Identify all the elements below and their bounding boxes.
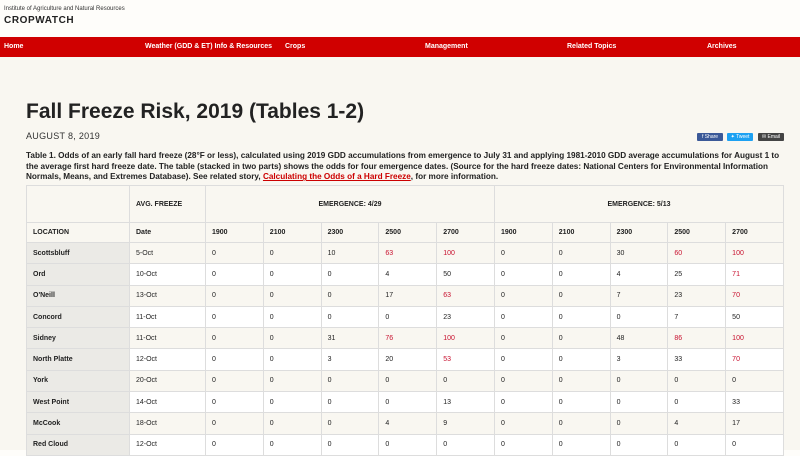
location-cell: Red Cloud xyxy=(27,434,130,455)
table-row xyxy=(27,243,784,264)
odds-cell: 0 xyxy=(263,434,321,455)
odds-cell: 0 xyxy=(610,392,668,413)
odds-cell: 63 xyxy=(379,243,437,264)
odds-cell: 4 xyxy=(379,264,437,285)
freeze-date-cell: 12-Oct xyxy=(130,349,206,370)
odds-cell: 0 xyxy=(263,285,321,306)
article-date: AUGUST 8, 2019 xyxy=(26,131,100,141)
nav-weather[interactable]: Weather (GDD & ET) Info & Resources xyxy=(145,43,272,50)
odds-cell: 0 xyxy=(263,413,321,434)
odds-cell: 76 xyxy=(379,328,437,349)
odds-cell: 0 xyxy=(206,392,264,413)
freeze-date-cell: 14-Oct xyxy=(130,392,206,413)
gdd-header: 2100 xyxy=(263,223,321,243)
site-logo[interactable]: CROPWATCH xyxy=(4,15,796,26)
odds-cell: 0 xyxy=(206,243,264,264)
odds-cell: 0 xyxy=(379,392,437,413)
odds-cell: 0 xyxy=(321,434,379,455)
table-column-header xyxy=(27,223,784,243)
odds-cell: 0 xyxy=(206,349,264,370)
header-blank-cell xyxy=(27,186,130,223)
odds-cell: 0 xyxy=(321,306,379,327)
freeze-odds-table xyxy=(26,185,784,456)
odds-cell: 23 xyxy=(668,285,726,306)
odds-cell: 0 xyxy=(379,306,437,327)
location-cell: York xyxy=(27,370,130,391)
emergence-5-13-header: EMERGENCE: 5/13 xyxy=(494,186,783,223)
odds-cell: 0 xyxy=(206,306,264,327)
odds-cell: 60 xyxy=(668,243,726,264)
gdd-header: 1900 xyxy=(206,223,264,243)
odds-cell: 17 xyxy=(726,413,784,434)
odds-cell: 0 xyxy=(552,285,610,306)
odds-cell: 63 xyxy=(437,285,495,306)
table-row xyxy=(27,285,784,306)
odds-cell: 48 xyxy=(610,328,668,349)
odds-cell: 0 xyxy=(494,349,552,370)
odds-cell: 0 xyxy=(206,434,264,455)
table-row xyxy=(27,328,784,349)
institute-name: Institute of Agriculture and Natural Resources xyxy=(4,6,796,12)
odds-cell: 0 xyxy=(263,306,321,327)
odds-cell: 100 xyxy=(726,243,784,264)
odds-cell: 4 xyxy=(668,413,726,434)
freeze-date-cell: 10-Oct xyxy=(130,264,206,285)
odds-cell: 0 xyxy=(321,370,379,391)
gdd-header: 2300 xyxy=(610,223,668,243)
table-row xyxy=(27,370,784,391)
odds-cell: 0 xyxy=(726,434,784,455)
odds-cell: 0 xyxy=(263,328,321,349)
odds-cell: 0 xyxy=(263,392,321,413)
gdd-header: 2100 xyxy=(552,223,610,243)
odds-cell: 0 xyxy=(552,243,610,264)
odds-cell: 33 xyxy=(668,349,726,370)
freeze-date-cell: 11-Oct xyxy=(130,328,206,349)
odds-cell: 23 xyxy=(437,306,495,327)
odds-cell: 7 xyxy=(668,306,726,327)
odds-cell: 70 xyxy=(726,349,784,370)
odds-cell: 0 xyxy=(610,370,668,391)
twitter-share-button[interactable]: ✦ Tweet xyxy=(727,133,753,141)
page-title: Fall Freeze Risk, 2019 (Tables 1-2) xyxy=(26,100,364,124)
email-share-button[interactable]: ✉ Email xyxy=(758,133,784,141)
table-row xyxy=(27,392,784,413)
emergence-4-29-header: EMERGENCE: 4/29 xyxy=(206,186,495,223)
odds-cell: 0 xyxy=(610,413,668,434)
location-cell: Concord xyxy=(27,306,130,327)
odds-cell: 0 xyxy=(552,306,610,327)
gdd-header: 2500 xyxy=(379,223,437,243)
nav-archives[interactable]: Archives xyxy=(707,43,737,50)
odds-cell: 0 xyxy=(437,434,495,455)
odds-cell: 0 xyxy=(263,370,321,391)
odds-cell: 0 xyxy=(321,264,379,285)
main-navigation xyxy=(0,37,800,57)
odds-cell: 0 xyxy=(494,392,552,413)
nav-home[interactable]: Home xyxy=(4,43,23,50)
table-group-header xyxy=(27,186,784,223)
gdd-header: 2500 xyxy=(668,223,726,243)
odds-cell: 0 xyxy=(206,285,264,306)
odds-cell: 30 xyxy=(610,243,668,264)
odds-cell: 100 xyxy=(437,328,495,349)
odds-cell: 0 xyxy=(321,413,379,434)
gdd-header: 1900 xyxy=(494,223,552,243)
odds-cell: 70 xyxy=(726,285,784,306)
odds-cell: 0 xyxy=(321,285,379,306)
odds-cell: 0 xyxy=(206,413,264,434)
location-cell: North Platte xyxy=(27,349,130,370)
nav-crops[interactable]: Crops xyxy=(285,43,305,50)
odds-cell: 3 xyxy=(321,349,379,370)
table-row xyxy=(27,264,784,285)
odds-cell: 0 xyxy=(668,370,726,391)
odds-cell: 100 xyxy=(437,243,495,264)
freeze-date-cell: 13-Oct xyxy=(130,285,206,306)
odds-cell: 33 xyxy=(726,392,784,413)
odds-cell: 0 xyxy=(494,285,552,306)
odds-cell: 53 xyxy=(437,349,495,370)
odds-cell: 0 xyxy=(206,370,264,391)
odds-cell: 50 xyxy=(437,264,495,285)
freeze-date-cell: 5-Oct xyxy=(130,243,206,264)
freeze-date-cell: 18-Oct xyxy=(130,413,206,434)
odds-cell: 0 xyxy=(494,243,552,264)
odds-cell: 0 xyxy=(321,392,379,413)
odds-cell: 0 xyxy=(379,434,437,455)
odds-cell: 31 xyxy=(321,328,379,349)
gdd-header: 2700 xyxy=(726,223,784,243)
odds-cell: 0 xyxy=(552,328,610,349)
odds-cell: 20 xyxy=(379,349,437,370)
odds-cell: 86 xyxy=(668,328,726,349)
freeze-date-cell: 11-Oct xyxy=(130,306,206,327)
location-cell: West Point xyxy=(27,392,130,413)
table-row xyxy=(27,349,784,370)
facebook-share-button[interactable]: f Share xyxy=(697,133,723,141)
odds-cell: 0 xyxy=(726,370,784,391)
odds-cell: 0 xyxy=(552,413,610,434)
odds-cell: 0 xyxy=(494,370,552,391)
odds-cell: 0 xyxy=(494,328,552,349)
odds-cell: 0 xyxy=(263,243,321,264)
odds-cell: 10 xyxy=(321,243,379,264)
freeze-date-cell: 20-Oct xyxy=(130,370,206,391)
odds-cell: 0 xyxy=(494,434,552,455)
article xyxy=(0,57,800,450)
odds-cell: 0 xyxy=(494,264,552,285)
location-header: LOCATION xyxy=(27,223,130,243)
gdd-header: 2700 xyxy=(437,223,495,243)
odds-cell: 100 xyxy=(726,328,784,349)
odds-cell: 0 xyxy=(206,264,264,285)
related-story-link[interactable]: Calculating the Odds of a Hard Freeze xyxy=(263,172,411,181)
caption-text-end: , for more information. xyxy=(411,172,498,181)
table-row xyxy=(27,306,784,327)
odds-cell: 71 xyxy=(726,264,784,285)
location-cell: Scottsbluff xyxy=(27,243,130,264)
odds-cell: 4 xyxy=(610,264,668,285)
odds-cell: 0 xyxy=(206,328,264,349)
odds-cell: 25 xyxy=(668,264,726,285)
odds-cell: 0 xyxy=(263,264,321,285)
odds-cell: 0 xyxy=(668,434,726,455)
odds-cell: 3 xyxy=(610,349,668,370)
odds-cell: 0 xyxy=(668,392,726,413)
odds-cell: 0 xyxy=(610,306,668,327)
odds-cell: 0 xyxy=(552,264,610,285)
location-cell: Sidney xyxy=(27,328,130,349)
odds-cell: 0 xyxy=(552,392,610,413)
odds-cell: 0 xyxy=(552,434,610,455)
odds-cell: 50 xyxy=(726,306,784,327)
odds-cell: 0 xyxy=(552,370,610,391)
odds-cell: 0 xyxy=(610,434,668,455)
table-row xyxy=(27,413,784,434)
odds-cell: 7 xyxy=(610,285,668,306)
odds-cell: 0 xyxy=(263,349,321,370)
table-row xyxy=(27,434,784,455)
odds-cell: 13 xyxy=(437,392,495,413)
odds-cell: 0 xyxy=(494,413,552,434)
site-header xyxy=(0,0,800,37)
caption-text: Table 1. Odds of an early fall hard freeze (28°F or less), calculated using 2019 GDD accumulations from emergence to July 31 and applying 1981-2010 GDD average accumulations for August 1 to the average first hard freeze date. The table (stacked in two parts) shows the odds for four emergence dates. (Source for the hard freeze dates: National Centers for Environmental Information Normals, Means, and Extremes Database). See related story, xyxy=(26,151,779,181)
odds-cell: 9 xyxy=(437,413,495,434)
avg-freeze-header: AVG. FREEZE xyxy=(130,186,206,223)
odds-cell: 0 xyxy=(552,349,610,370)
freeze-date-cell: 12-Oct xyxy=(130,434,206,455)
location-cell: Ord xyxy=(27,264,130,285)
table-caption xyxy=(26,151,786,183)
location-cell: O'Neill xyxy=(27,285,130,306)
gdd-header: 2300 xyxy=(321,223,379,243)
nav-management[interactable]: Management xyxy=(425,43,468,50)
odds-cell: 0 xyxy=(379,370,437,391)
date-header: Date xyxy=(130,223,206,243)
odds-cell: 4 xyxy=(379,413,437,434)
odds-cell: 0 xyxy=(494,306,552,327)
nav-related-topics[interactable]: Related Topics xyxy=(567,43,616,50)
odds-cell: 0 xyxy=(437,370,495,391)
odds-cell: 17 xyxy=(379,285,437,306)
location-cell: McCook xyxy=(27,413,130,434)
